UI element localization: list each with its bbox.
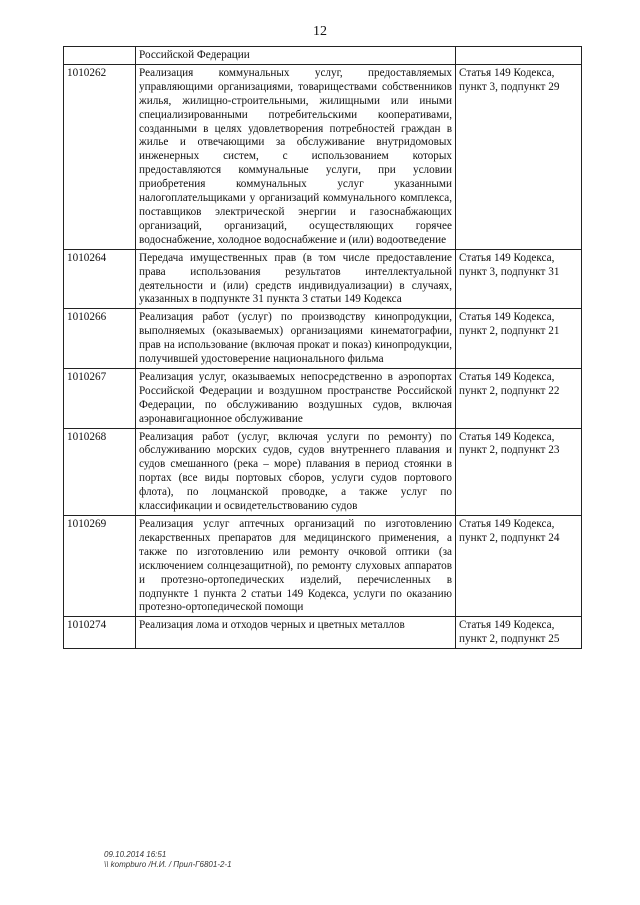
reference-cell: Статья 149 Кодекса, пункт 2, подпункт 25	[456, 617, 582, 649]
code-cell: 1010262	[64, 64, 136, 249]
codes-table	[63, 46, 582, 649]
table-row	[64, 64, 582, 249]
table-row	[64, 428, 582, 515]
footer-timestamp: 09.10.2014 16:51	[104, 850, 167, 859]
code-cell: 1010267	[64, 368, 136, 428]
reference-cell: Статья 149 Кодекса, пункт 2, подпункт 23	[456, 428, 582, 515]
table-row	[64, 617, 582, 649]
table-row	[64, 309, 582, 369]
reference-cell: Статья 149 Кодекса, пункт 2, подпункт 21	[456, 309, 582, 369]
description-cell: Реализация работ (услуг) по производству кинопродукции, выполняемых (оказываемых) организациями кинематографии, прав на использование (включая прокат и показ) кинопродукции, получившей удостоверение национального фильма	[136, 309, 456, 369]
footer-file-path: \\ kompburo /Н.И. / Прил-Г6801-2-1	[104, 860, 232, 869]
description-cell: Передача имущественных прав (в том числе предоставление права использования результатов интеллектуальной деятельности и (или) средств индивидуализации) в случаях, указанных в подпункте 31 пункта 3 статьи 149 Кодекса	[136, 249, 456, 309]
table-row	[64, 516, 582, 617]
code-cell	[64, 47, 136, 65]
reference-cell	[456, 47, 582, 65]
description-cell: Реализация лома и отходов черных и цветных металлов	[136, 617, 456, 649]
description-cell: Реализация услуг, оказываемых непосредственно в аэропортах Российской Федерации и воздушном пространстве Российской Федерации, по обслуживанию воздушных судов, включая аэронавигационное обслуживание	[136, 368, 456, 428]
code-cell: 1010274	[64, 617, 136, 649]
code-cell: 1010266	[64, 309, 136, 369]
code-cell: 1010269	[64, 516, 136, 617]
reference-cell: Статья 149 Кодекса, пункт 3, подпункт 29	[456, 64, 582, 249]
code-cell: 1010264	[64, 249, 136, 309]
code-cell: 1010268	[64, 428, 136, 515]
description-cell: Реализация коммунальных услуг, предоставляемых управляющими организациями, товариществами собственников жилья, жилищно-строительными, жилищными или иными специализированными потребительскими кооперативами, созданными в целях удовлетворения потребностей граждан в жилье и отвечающими за обслуживание внутридомовых инженерных систем, с использованием которых предоставляются коммунальные услуги, при условии приобретения коммунальных услуг указанными налогоплательщиками у организаций коммунального комплекса, поставщиков электрической энергии и газоснабжающих организаций, организаций, осуществляющих горячее водоснабжение, холодное водоснабжение и (или) водоотведение	[136, 64, 456, 249]
reference-cell: Статья 149 Кодекса, пункт 3, подпункт 31	[456, 249, 582, 309]
description-cell: Реализация услуг аптечных организаций по изготовлению лекарственных препаратов для медицинского применения, а также по изготовлению или ремонту очковой оптики (за исключением солнцезащитной), по ремонту слуховых аппаратов и протезно-ортопедических изделий, перечисленных в подпункте 1 пункта 2 статьи 149 Кодекса, услуги по оказанию протезно-ортопедической помощи	[136, 516, 456, 617]
table-row	[64, 249, 582, 309]
description-cell: Российской Федерации	[136, 47, 456, 65]
page-number: 12	[313, 24, 327, 39]
table-row-continuation	[64, 47, 582, 65]
reference-cell: Статья 149 Кодекса, пункт 2, подпункт 24	[456, 516, 582, 617]
footer-print-info	[104, 850, 232, 870]
description-cell: Реализация работ (услуг, включая услуги по ремонту) по обслуживанию морских судов, судов внутреннего плавания и судов смешанного (река – море) плавания в период стоянки в портах (все виды портовых сборов, услуги судов портового флота), по лоцманской проводке, а также услуг по классификации и освидетельствованию судов	[136, 428, 456, 515]
table-row	[64, 368, 582, 428]
reference-cell: Статья 149 Кодекса, пункт 2, подпункт 22	[456, 368, 582, 428]
